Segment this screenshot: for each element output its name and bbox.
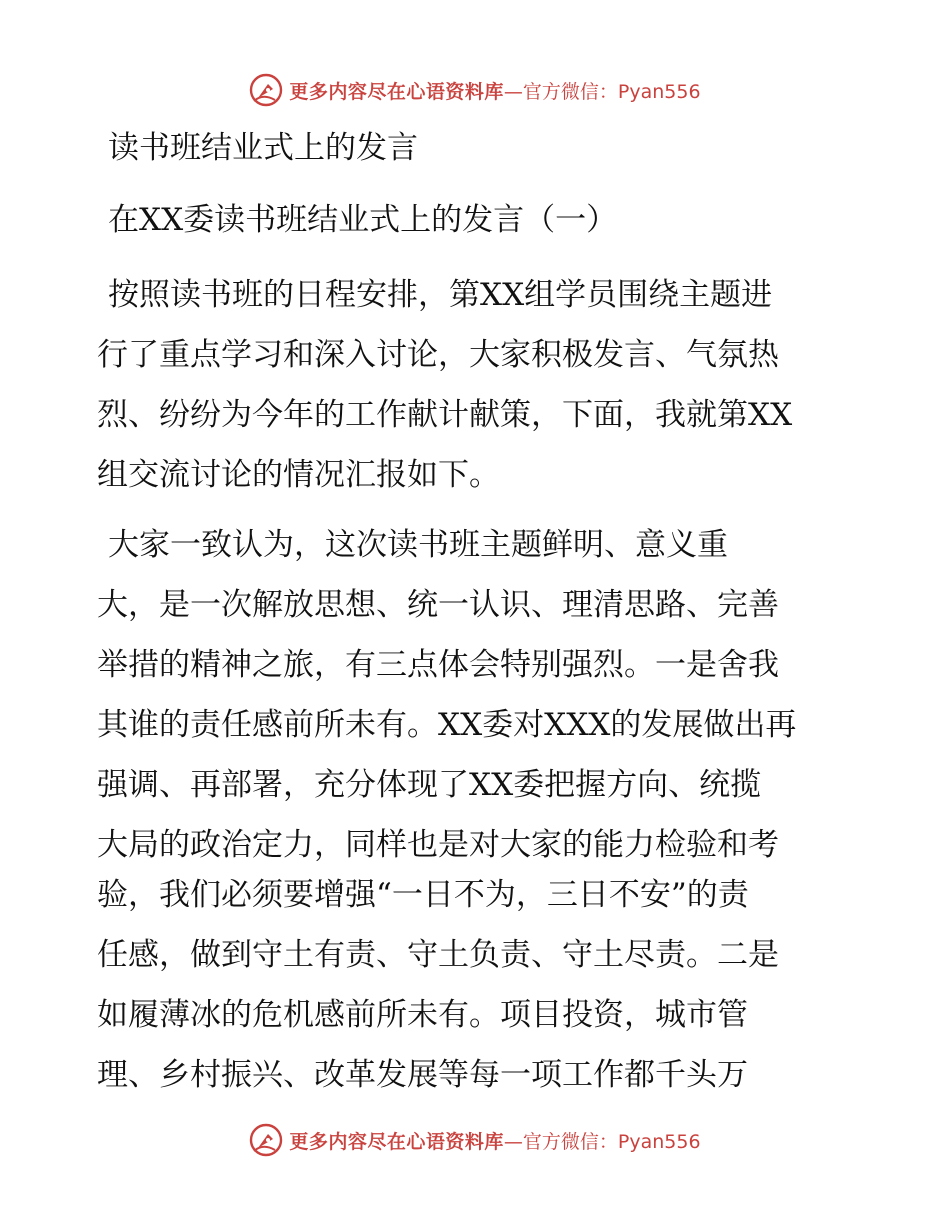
paragraph2-line: 大家一致认为，这次读书班主题鲜明、意义重	[108, 527, 728, 563]
footer-watermark	[0, 1120, 950, 1160]
paragraph1-line: 行了重点学习和深入讨论，大家积极发言、气氛热	[97, 337, 779, 373]
pen-nib-logo-icon	[249, 1123, 283, 1157]
header-watermark	[0, 70, 950, 110]
paragraph2-line: 举措的精神之旅，有三点体会特别强烈。一是舍我	[97, 647, 779, 683]
paragraph2-line: 如履薄冰的危机感前所未有。项目投资，城市管	[97, 997, 748, 1033]
paragraph2-line: 强调、再部署，充分体现了XX委把握方向、统揽	[97, 767, 762, 803]
paragraph2-line: 大，是一次解放思想、统一认识、理清思路、完善	[97, 587, 779, 623]
watermark-suffix: —官方微信：Pyan556	[503, 80, 701, 103]
paragraph1-line: 按照读书班的日程安排，第XX组学员围绕主题进	[108, 277, 773, 313]
paragraph2-line: 理、乡村振兴、改革发展等每一项工作都千头万	[97, 1057, 748, 1093]
paragraph1-line: 组交流讨论的情况汇报如下。	[97, 457, 500, 493]
paragraph1-line: 烈、纷纷为今年的工作献计献策，下面，我就第XX	[97, 397, 793, 433]
pen-nib-logo-icon	[249, 73, 283, 107]
paragraph2-line: 任感，做到守土有责、守土负责、守土尽责。二是	[97, 937, 779, 973]
paragraph2-line: 大局的政治定力，同样也是对大家的能力检验和考	[97, 827, 779, 863]
watermark-prefix: 更多内容尽在心语资料库	[289, 80, 504, 103]
watermark-suffix: —官方微信：Pyan556	[503, 1130, 701, 1153]
paragraph2-line: 其谁的责任感前所未有。XX委对XXX的发展做出再	[97, 707, 797, 743]
watermark-prefix: 更多内容尽在心语资料库	[289, 1130, 504, 1153]
document-subtitle: 在XX委读书班结业式上的发言（一）	[108, 202, 618, 238]
paragraph2-line: 验，我们必须要增强“一日不为，三日不安”的责	[97, 877, 749, 913]
document-title: 读书班结业式上的发言	[108, 130, 418, 166]
